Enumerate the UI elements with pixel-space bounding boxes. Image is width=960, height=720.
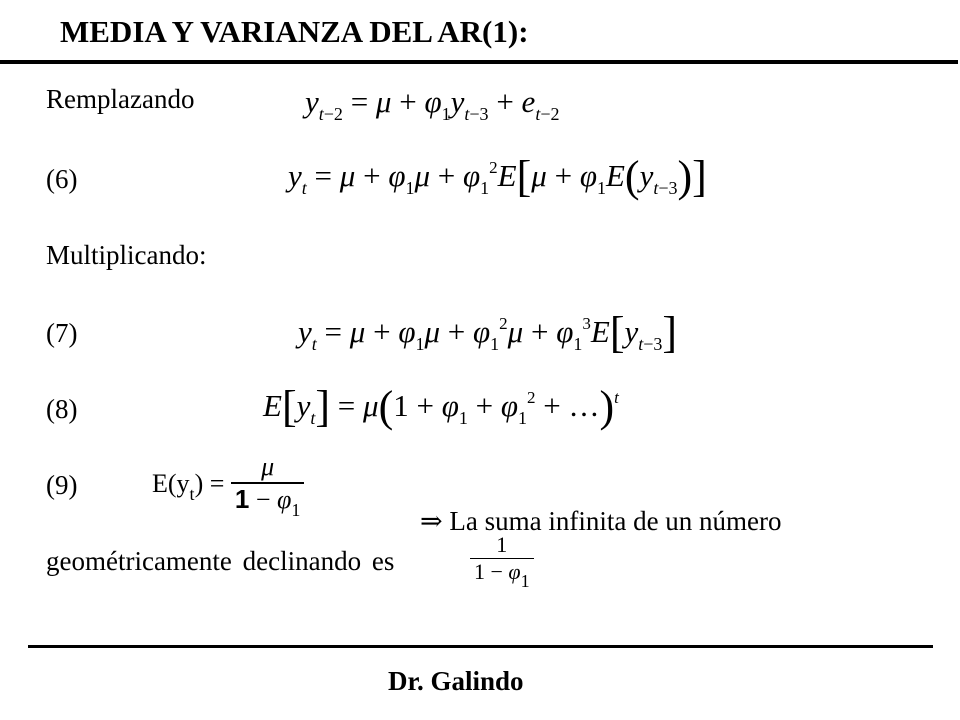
equation-6: $y_t = \mu + \varphi_1\mu + \varphi_1^2E[\mu + \varphi_1E(y_{t-3})]$	[288, 152, 707, 201]
label-eq8: (8)	[46, 394, 78, 424]
footer-author: Dr. Galindo	[388, 666, 524, 696]
label-eq6: (6)	[46, 164, 78, 194]
slide-title: MEDIA Y VARIANZA DEL AR(1):	[60, 14, 529, 49]
equation-8: $E[y_t] = \mu(1 + \varphi_1 + \varphi_1^2$ + …)$^t$	[263, 382, 619, 431]
label-multiplicando: Multiplicando:	[46, 240, 207, 270]
equation-9-fraction: $\frac{\mu}{1 - \varphi_1}$	[231, 452, 305, 515]
equation-7: $y_t = \mu + \varphi_1\mu + \varphi_1^2\mu + \varphi_1^3E[y_{t-3}]$	[298, 308, 678, 357]
equation-geometric-sum: $\frac{1}{1 - \varphi_1}$	[470, 532, 534, 585]
top-divider	[0, 60, 958, 64]
label-eq9: (9)	[46, 470, 78, 500]
label-remplazando: Remplazando	[46, 84, 195, 114]
equation-9: $E(y_t)$ = $\frac{\mu}{1 - \varphi_1}$	[152, 452, 304, 515]
equation-substitution: $y_{t-2} = \mu + \varphi_1y_{t-3} + e_{t-2}$	[305, 84, 560, 124]
implies-arrow-icon: ⇒	[420, 506, 443, 536]
label-eq7: (7)	[46, 318, 78, 348]
conclusion-text-1: La suma infinita de un número	[449, 506, 782, 536]
bottom-divider	[28, 645, 933, 648]
conclusion-text-2: geométricamente declinando es	[46, 546, 395, 576]
